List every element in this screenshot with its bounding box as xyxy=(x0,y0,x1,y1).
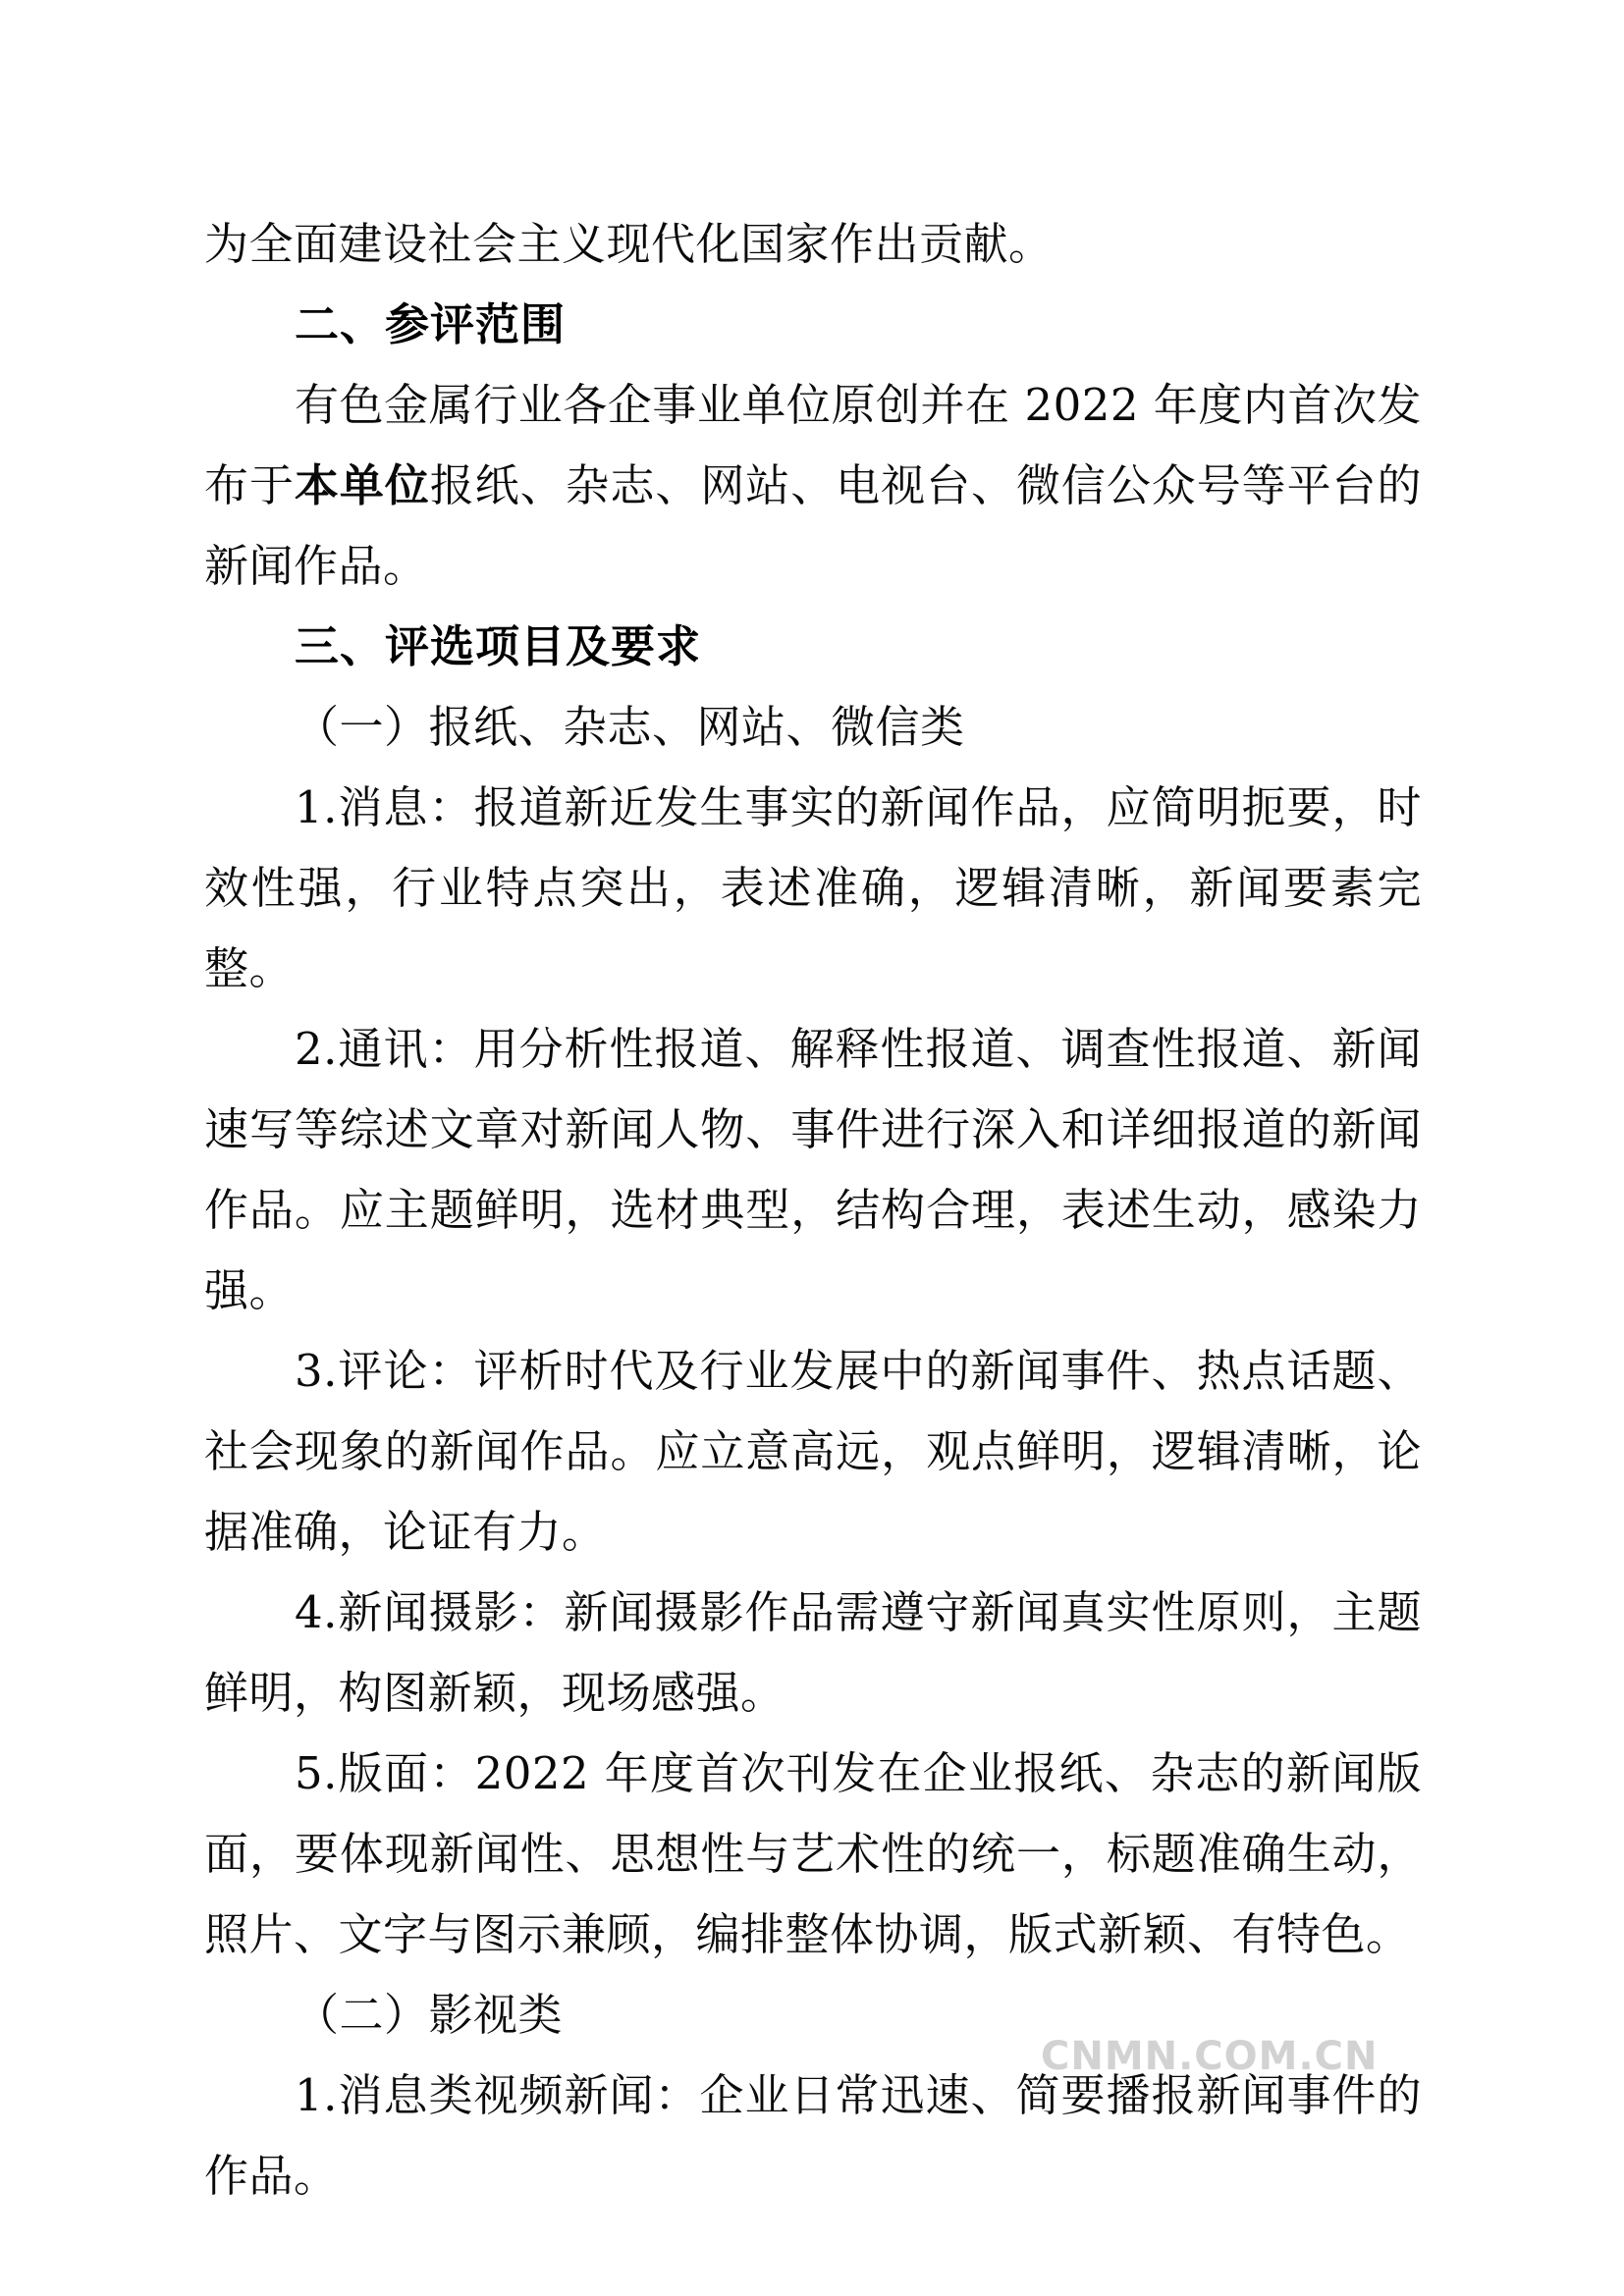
item-news-photography: 4.新闻摄影：新闻摄影作品需遵守新闻真实性原则，主题鲜明，构图新颖，现场感强。 xyxy=(204,1586,1422,1719)
run-bold-own-unit: 本单位 xyxy=(294,459,430,511)
paragraph-closing-line: 为全面建设社会主义现代化国家作出贡献。 xyxy=(204,218,1054,270)
subsection-two-label: （二）影视类 xyxy=(295,1989,564,2041)
paragraph-scope-body xyxy=(204,365,1422,607)
run-plain-1: 有色金属行业各企事业单位原创并在 2022 年度内首次发布于 xyxy=(204,379,1422,511)
section-heading-categories: 三、评选项目及要求 xyxy=(295,620,702,672)
item-commentary: 3.评论：评析时代及行业发展中的新闻事件、热点话题、社会现象的新闻作品。应立意高远，观点鲜明，逻辑清晰，论据准确，论证有力。 xyxy=(204,1345,1422,1558)
item-video-news-brief: 1.消息类视频新闻：企业日常迅速、简要播报新闻事件的作品。 xyxy=(204,2069,1422,2202)
run-plain-2: 报纸、杂志、网站、电视台、微信公众号等平台的新闻作品。 xyxy=(204,459,1422,592)
document-body xyxy=(204,204,1422,2216)
item-news-brief: 1.消息：报道新近发生事实的新闻作品，应简明扼要，时效性强，行业特点突出，表述准确，逻辑清晰，新闻要素完整。 xyxy=(204,781,1422,994)
section-heading-scope: 二、参评范围 xyxy=(295,298,567,350)
item-layout-design: 5.版面：2022 年度首次刊发在企业报纸、杂志的新闻版面，要体现新闻性、思想性与艺术性的统一，标题准确生动，照片、文字与图示兼顾，编排整体协调，版式新颖、有特色。 xyxy=(204,1747,1422,1960)
item-feature-report: 2.通讯：用分析性报道、解释性报道、调查性报道、新闻速写等综述文章对新闻人物、事件进行深入和详细报道的新闻作品。应主题鲜明，选材典型，结构合理，表述生动，感染力强。 xyxy=(204,1023,1422,1316)
site-watermark: CNMN.COM.CN xyxy=(1041,2034,1379,2079)
subsection-one-label: （一）报纸、杂志、网站、微信类 xyxy=(295,701,965,753)
